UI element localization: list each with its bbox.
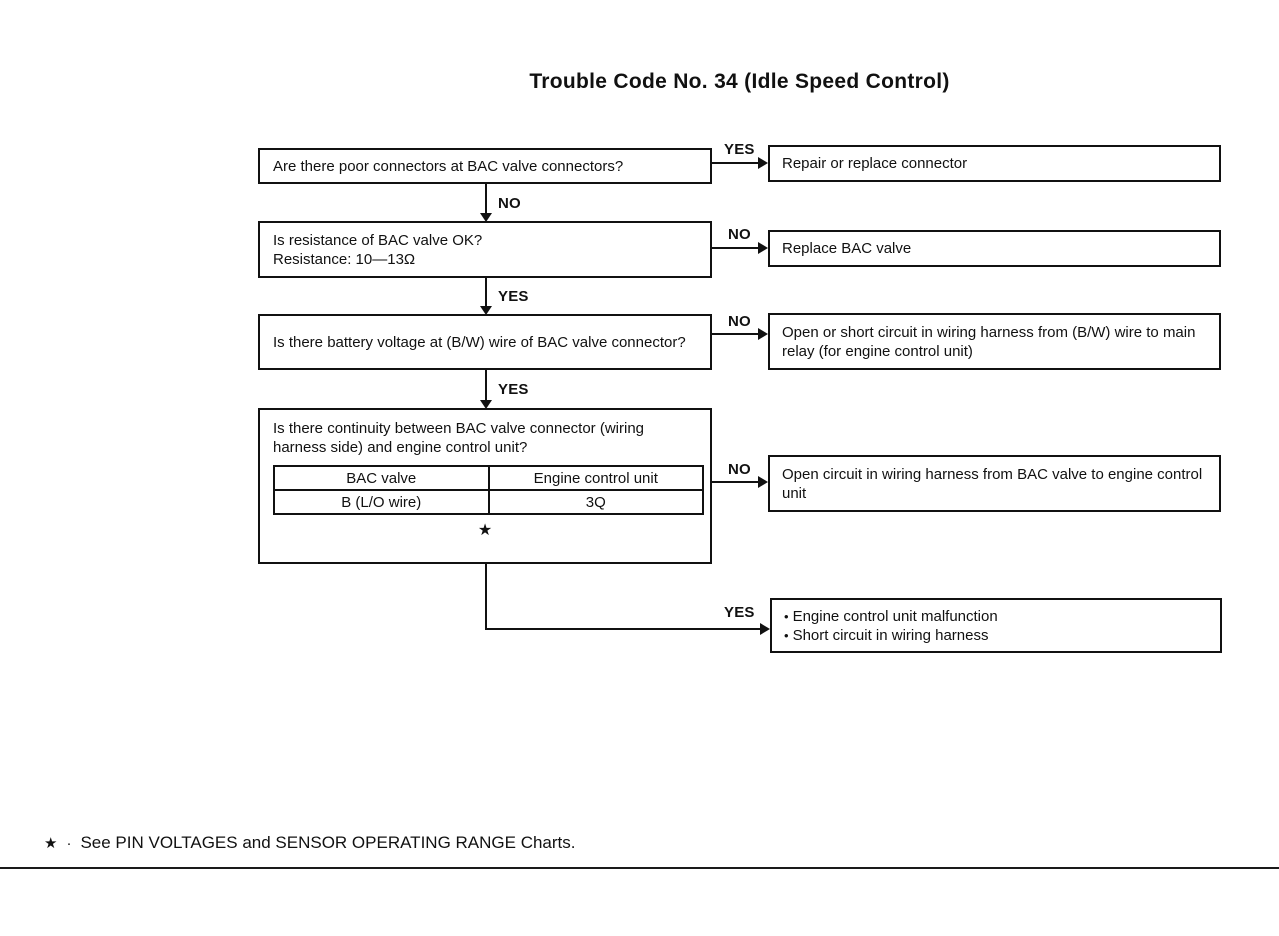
table-cell-terminal: 3Q	[489, 490, 704, 514]
decision-text: Are there poor connectors at BAC valve connectors?	[273, 157, 624, 175]
branch-label-yes: YES	[498, 381, 529, 398]
decision-box-poor-connectors	[258, 148, 712, 184]
table-header-row	[274, 466, 703, 490]
branch-label-yes: YES	[724, 604, 755, 621]
branch-label-yes: YES	[724, 141, 755, 158]
decision-text: Is there battery voltage at (B/W) wire of BAC valve connector?	[273, 333, 686, 351]
branch-label-no: NO	[728, 461, 751, 478]
table-header-bac-valve: BAC valve	[274, 466, 489, 490]
star-reference-icon: ★	[477, 522, 493, 539]
connector-line	[485, 370, 487, 400]
bullet-icon: •	[784, 608, 789, 624]
continuity-table	[273, 465, 704, 515]
result-box-replace-valve	[768, 230, 1221, 267]
result-box-open-circuit	[768, 455, 1221, 512]
result-text: Replace BAC valve	[782, 240, 912, 257]
table-header-engine-control-unit: Engine control unit	[489, 466, 704, 490]
connector-line	[485, 184, 487, 213]
connector-line	[485, 628, 762, 630]
decision-text: Is there continuity between BAC valve connector (wiring harness side) and engine control unit?	[273, 420, 645, 456]
table-cell-wire: B (L/O wire)	[274, 490, 489, 514]
connector-line	[485, 564, 487, 630]
branch-label-no: NO	[728, 313, 751, 330]
result-text: Open circuit in wiring harness from BAC valve to engine control unit	[782, 465, 1203, 502]
branch-label-no: NO	[728, 226, 751, 243]
decision-box-continuity	[258, 408, 712, 564]
connector-line	[485, 278, 487, 306]
arrow-right-icon	[758, 328, 768, 340]
decision-text-line2: Resistance: 10—13Ω	[273, 250, 416, 268]
decision-text-line1: Is resistance of BAC valve OK?	[273, 231, 483, 249]
arrow-right-icon	[760, 623, 770, 635]
result-bullet-item	[784, 626, 1208, 645]
arrow-right-icon	[758, 242, 768, 254]
result-box-final	[770, 598, 1222, 653]
bullet-icon: •	[784, 627, 789, 643]
result-box-repair-connector	[768, 145, 1221, 182]
result-bullet-item	[784, 607, 1208, 626]
connector-line	[712, 162, 760, 164]
decision-box-resistance	[258, 221, 712, 278]
page-divider	[0, 867, 1279, 869]
result-text: Open or short circuit in wiring harness from (B/W) wire to main relay (for engine control unit)	[782, 323, 1196, 360]
connector-line	[712, 481, 760, 483]
footnote-text: See PIN VOLTAGES and SENSOR OPERATING RANGE Charts.	[80, 833, 576, 852]
result-text: Engine control unit malfunction	[792, 607, 998, 625]
table-row	[274, 490, 703, 514]
connector-line	[712, 333, 760, 335]
footnote	[44, 833, 576, 853]
page-title: Trouble Code No. 34 (Idle Speed Control)	[529, 70, 950, 93]
result-text: Short circuit in wiring harness	[792, 626, 989, 644]
connector-line	[712, 247, 760, 249]
arrow-right-icon	[758, 157, 768, 169]
branch-label-yes: YES	[498, 288, 529, 305]
branch-label-no: NO	[498, 195, 521, 212]
result-text: Repair or replace connector	[782, 155, 968, 172]
result-box-open-short-circuit	[768, 313, 1221, 370]
star-reference-icon: ★	[44, 835, 58, 852]
footnote-separator: ·	[66, 835, 72, 852]
decision-box-battery-voltage	[258, 314, 712, 370]
arrow-right-icon	[758, 476, 768, 488]
